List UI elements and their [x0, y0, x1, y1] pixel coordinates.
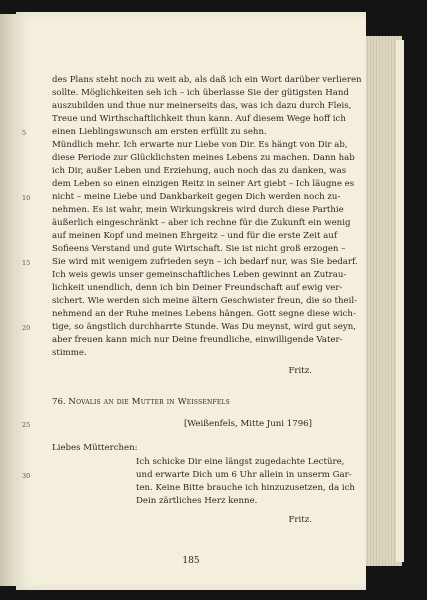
text-line: und erwarte Dich um 6 Uhr allein in unserm Gar- [136, 470, 352, 480]
signature: Fritz. [288, 366, 312, 376]
heading-number: 76. [52, 397, 66, 407]
text-line: Ich schicke Dir eine längst zugedachte Lectüre, [136, 457, 345, 467]
text-line: nehmen. Es ist wahr, mein Wirkungskreis wird durch diese Parthie [52, 205, 344, 215]
text-line: auszubilden und thue nur meinerseits das, was ich dazu durch Fleis, [52, 101, 352, 111]
text-line: lichkeit unendlich, denn ich bin Deiner Freundschaft auf ewig ver- [52, 283, 343, 293]
text-line: dem Leben so einen einzigen Reitz in seiner Art giebt – Ich läugne es [52, 179, 355, 189]
text-line: stimme. [52, 348, 87, 358]
text-line: sollte. Möglichkeiten seh ich – ich überlasse Sie der gütigsten Hand [52, 88, 349, 98]
text-line: Sie wird mit wenigem zufrieden seyn – ich bedarf nur, was Sie bedarf. [52, 257, 358, 267]
letter-heading [52, 396, 230, 409]
text-line: Mündlich mehr. Ich erwarte nur Liebe von Dir. Es hängt von Dir ab, [52, 140, 348, 150]
heading-title: Novalis an die Mutter in Weissenfels [68, 397, 230, 407]
text-line: Dein zärtliches Herz kenne. [136, 496, 258, 506]
text-line: tige, so ängstlich durchharrte Stunde. Was Du meynst, wird gut seyn, [52, 322, 357, 332]
text-line: ich Dir, außer Leben und Erziehung, auch noch das zu danken, was [52, 166, 347, 176]
text-line: nehmend an der Ruhe meines Lebens hängen. Gott segne diese wich- [52, 309, 356, 319]
text-line: äußerlich eingeschränkt – aber ich rechne für die Zukunft ein wenig [52, 218, 351, 228]
text-line: Ich weis gewis unser gemeinschaftliches Leben gewinnt an Zutrau- [52, 270, 347, 280]
text-line: einen Lieblingswunsch am ersten erfüllt zu sehn. [52, 127, 267, 137]
text-line: ten. Keine Bitte brauche ich hinzuzusetzen, da ich [136, 483, 355, 493]
line-number: 20 [22, 324, 31, 332]
signature: Fritz. [288, 515, 312, 525]
text-line: Treue und Wirthschaftlichkeit thun kann. Auf diesem Wege hoff ich [52, 114, 346, 124]
text-line: Sofieens Verstand und gute Wirtschaft. Sie ist nicht groß erzogen – [52, 244, 346, 254]
date-line: [Weißenfels, Mitte Juni 1796] [183, 419, 312, 429]
line-number: 30 [22, 472, 31, 480]
text-line: sichert. Wie werden sich meine ältern Geschwister freun, die so theil- [52, 296, 357, 306]
page-number: 185 [182, 556, 200, 566]
book-page [16, 12, 366, 590]
book-left-edge [0, 14, 16, 586]
text-line: nicht – meine Liebe und Dankbarkeit gegen Dich werden noch zu- [52, 192, 341, 202]
text-line: diese Periode zur Glücklichsten meines Lebens zu machen. Dann hab [52, 153, 355, 163]
text-line: des Plans steht noch zu weit ab, als daß ich ein Wort darüber verlieren [52, 75, 362, 85]
book-right-page-edge [396, 40, 404, 562]
text-line: auf meinen Kopf und meinen Ehrgeitz – und für die erste Zeit auf [52, 231, 338, 241]
salutation: Liebes Mütterchen: [52, 443, 138, 453]
line-number: 5 [22, 129, 27, 137]
text-line: aber freuen kann mich nur Deine freundliche, einwilligende Vater- [52, 335, 343, 345]
line-number: 25 [22, 421, 31, 429]
line-number: 10 [22, 194, 31, 202]
line-number: 15 [22, 259, 31, 267]
